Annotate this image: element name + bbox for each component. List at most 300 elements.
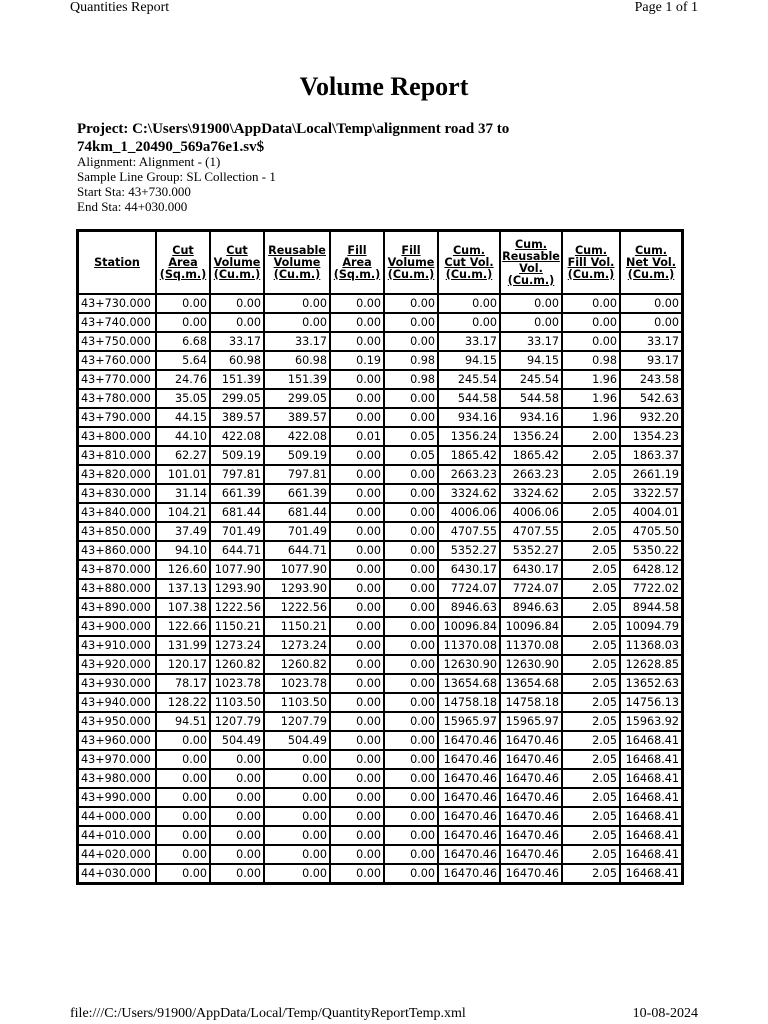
column-header-line: (Sq.m.): [333, 267, 381, 281]
page-number: Page 1 of 1: [634, 0, 698, 15]
value-cell: 0.00: [384, 712, 438, 731]
value-cell: 0.00: [562, 313, 620, 332]
value-cell: 2.05: [562, 598, 620, 617]
station-cell: 43+880.000: [78, 579, 156, 598]
value-cell: 37.49: [156, 522, 210, 541]
value-cell: 389.57: [264, 408, 330, 427]
value-cell: 0.00: [330, 807, 384, 826]
column-header-line: Cum.: [452, 243, 486, 257]
value-cell: 0.00: [330, 522, 384, 541]
value-cell: 0.00: [562, 332, 620, 351]
table-row: [78, 370, 682, 389]
value-cell: 16470.46: [500, 826, 562, 845]
column-header: [78, 231, 156, 294]
table-row: [78, 484, 682, 503]
value-cell: 661.39: [264, 484, 330, 503]
value-cell: 2.05: [562, 674, 620, 693]
table-row: [78, 655, 682, 674]
value-cell: 0.00: [330, 636, 384, 655]
value-cell: 2.05: [562, 769, 620, 788]
value-cell: 701.49: [264, 522, 330, 541]
value-cell: 0.00: [330, 674, 384, 693]
table-row: [78, 636, 682, 655]
station-cell: 44+010.000: [78, 826, 156, 845]
station-cell: 43+760.000: [78, 351, 156, 370]
value-cell: 661.39: [210, 484, 264, 503]
column-header-line: Reusable: [268, 243, 326, 257]
value-cell: 0.00: [384, 807, 438, 826]
column-header-line: Fill: [401, 243, 421, 257]
value-cell: 0.00: [156, 769, 210, 788]
value-cell: 137.13: [156, 579, 210, 598]
column-header-line: (Cu.m.): [627, 267, 675, 281]
value-cell: 14756.13: [620, 693, 682, 712]
value-cell: 0.00: [384, 408, 438, 427]
value-cell: 60.98: [210, 351, 264, 370]
value-cell: 681.44: [264, 503, 330, 522]
value-cell: 10094.79: [620, 617, 682, 636]
value-cell: 16470.46: [500, 731, 562, 750]
value-cell: 0.00: [438, 313, 500, 332]
column-header: [500, 231, 562, 294]
value-cell: 8944.58: [620, 598, 682, 617]
value-cell: 2.05: [562, 693, 620, 712]
value-cell: 0.00: [156, 788, 210, 807]
value-cell: 389.57: [210, 408, 264, 427]
value-cell: 0.00: [384, 864, 438, 883]
value-cell: 0.00: [156, 826, 210, 845]
value-cell: 2.05: [562, 503, 620, 522]
value-cell: 0.00: [330, 294, 384, 313]
station-cell: 43+800.000: [78, 427, 156, 446]
value-cell: 0.00: [500, 294, 562, 313]
value-cell: 0.00: [264, 769, 330, 788]
value-cell: 14758.18: [500, 693, 562, 712]
value-cell: 2.05: [562, 864, 620, 883]
value-cell: 6.68: [156, 332, 210, 351]
value-cell: 0.00: [210, 807, 264, 826]
value-cell: 0.00: [330, 693, 384, 712]
value-cell: 16468.41: [620, 845, 682, 864]
value-cell: 1865.42: [500, 446, 562, 465]
value-cell: 0.00: [330, 864, 384, 883]
column-header-line: (Cu.m.): [273, 267, 321, 281]
column-header: [264, 231, 330, 294]
value-cell: 1207.79: [264, 712, 330, 731]
value-cell: 0.00: [330, 484, 384, 503]
value-cell: 932.20: [620, 408, 682, 427]
value-cell: 16470.46: [500, 807, 562, 826]
value-cell: 2661.19: [620, 465, 682, 484]
value-cell: 4705.50: [620, 522, 682, 541]
value-cell: 644.71: [210, 541, 264, 560]
value-cell: 1077.90: [264, 560, 330, 579]
value-cell: 1356.24: [500, 427, 562, 446]
value-cell: 2.05: [562, 541, 620, 560]
value-cell: 0.00: [330, 579, 384, 598]
value-cell: 681.44: [210, 503, 264, 522]
column-header: [562, 231, 620, 294]
value-cell: 13652.63: [620, 674, 682, 693]
value-cell: 0.00: [384, 731, 438, 750]
value-cell: 644.71: [264, 541, 330, 560]
report-title: Volume Report: [299, 72, 469, 101]
value-cell: 60.98: [264, 351, 330, 370]
value-cell: 422.08: [210, 427, 264, 446]
value-cell: 7722.02: [620, 579, 682, 598]
value-cell: 12630.90: [438, 655, 500, 674]
value-cell: 0.00: [210, 294, 264, 313]
value-cell: 1293.90: [264, 579, 330, 598]
value-cell: 4707.55: [438, 522, 500, 541]
value-cell: 0.00: [384, 693, 438, 712]
value-cell: 0.00: [156, 313, 210, 332]
value-cell: 16470.46: [438, 788, 500, 807]
station-cell: 43+860.000: [78, 541, 156, 560]
station-cell: 43+790.000: [78, 408, 156, 427]
value-cell: 0.00: [330, 712, 384, 731]
value-cell: 0.00: [330, 731, 384, 750]
value-cell: 0.00: [210, 788, 264, 807]
value-cell: 15963.92: [620, 712, 682, 731]
value-cell: 0.00: [156, 731, 210, 750]
column-header-line: (Cu.m.): [567, 267, 615, 281]
value-cell: 3324.62: [500, 484, 562, 503]
value-cell: 16470.46: [500, 769, 562, 788]
value-cell: 14758.18: [438, 693, 500, 712]
value-cell: 7724.07: [500, 579, 562, 598]
value-cell: 0.00: [330, 655, 384, 674]
value-cell: 509.19: [210, 446, 264, 465]
station-cell: 43+730.000: [78, 294, 156, 313]
value-cell: 544.58: [438, 389, 500, 408]
value-cell: 0.00: [384, 788, 438, 807]
station-cell: 43+990.000: [78, 788, 156, 807]
column-header-line: (Sq.m.): [159, 267, 207, 281]
column-header-line: (Cu.m.): [387, 267, 435, 281]
value-cell: 2.05: [562, 446, 620, 465]
value-cell: 0.00: [562, 294, 620, 313]
value-cell: 4707.55: [500, 522, 562, 541]
value-cell: 0.05: [384, 446, 438, 465]
value-cell: 0.05: [384, 427, 438, 446]
value-cell: 0.00: [384, 598, 438, 617]
value-cell: 0.98: [384, 351, 438, 370]
table-row: [78, 313, 682, 332]
value-cell: 5352.27: [500, 541, 562, 560]
value-cell: 16468.41: [620, 750, 682, 769]
value-cell: 1077.90: [210, 560, 264, 579]
value-cell: 701.49: [210, 522, 264, 541]
value-cell: 6428.12: [620, 560, 682, 579]
value-cell: 11370.08: [500, 636, 562, 655]
value-cell: 0.00: [620, 294, 682, 313]
value-cell: 0.00: [264, 313, 330, 332]
value-cell: 0.00: [330, 617, 384, 636]
page-header-title: Quantities Report: [70, 0, 170, 15]
start-station-info: Start Sta: 43+730.000: [77, 184, 191, 199]
value-cell: 16470.46: [500, 845, 562, 864]
station-cell: 43+980.000: [78, 769, 156, 788]
value-cell: 16468.41: [620, 807, 682, 826]
value-cell: 0.00: [156, 750, 210, 769]
value-cell: 2.05: [562, 845, 620, 864]
value-cell: 2.05: [562, 826, 620, 845]
value-cell: 94.15: [500, 351, 562, 370]
table-row: [78, 522, 682, 541]
table-row: [78, 503, 682, 522]
station-cell: 43+900.000: [78, 617, 156, 636]
column-header: [384, 231, 438, 294]
value-cell: 107.38: [156, 598, 210, 617]
value-cell: 1103.50: [264, 693, 330, 712]
value-cell: 0.00: [330, 313, 384, 332]
value-cell: 0.00: [384, 313, 438, 332]
value-cell: 16468.41: [620, 788, 682, 807]
value-cell: 0.00: [384, 522, 438, 541]
value-cell: 0.98: [384, 370, 438, 389]
value-cell: 2.05: [562, 655, 620, 674]
value-cell: 1150.21: [210, 617, 264, 636]
station-cell: 43+810.000: [78, 446, 156, 465]
table-row: [78, 446, 682, 465]
value-cell: 2.00: [562, 427, 620, 446]
sample-line-group-info: Sample Line Group: SL Collection - 1: [77, 169, 276, 184]
table-row: [78, 769, 682, 788]
value-cell: 5352.27: [438, 541, 500, 560]
value-cell: 0.00: [330, 446, 384, 465]
value-cell: 131.99: [156, 636, 210, 655]
value-cell: 0.00: [264, 294, 330, 313]
value-cell: 1293.90: [210, 579, 264, 598]
value-cell: 4004.01: [620, 503, 682, 522]
value-cell: 0.01: [330, 427, 384, 446]
value-cell: 0.00: [156, 807, 210, 826]
value-cell: 16470.46: [500, 864, 562, 883]
value-cell: 504.49: [264, 731, 330, 750]
value-cell: 1023.78: [264, 674, 330, 693]
value-cell: 0.00: [330, 750, 384, 769]
value-cell: 1103.50: [210, 693, 264, 712]
value-cell: 15965.97: [500, 712, 562, 731]
value-cell: 422.08: [264, 427, 330, 446]
station-cell: 43+920.000: [78, 655, 156, 674]
value-cell: 797.81: [210, 465, 264, 484]
value-cell: 0.00: [210, 845, 264, 864]
column-header-line: Cum.: [574, 243, 608, 257]
column-header-line: Volume: [387, 255, 435, 269]
value-cell: 0.00: [330, 408, 384, 427]
value-cell: 16470.46: [438, 807, 500, 826]
station-cell: 43+910.000: [78, 636, 156, 655]
value-cell: 16468.41: [620, 826, 682, 845]
project-path-line-2: 74km_1_20490_569a76e1.sv$: [77, 139, 265, 155]
value-cell: 0.19: [330, 351, 384, 370]
table-row: [78, 674, 682, 693]
value-cell: 13654.68: [500, 674, 562, 693]
value-cell: 1273.24: [210, 636, 264, 655]
project-path-line-1: Project: C:\Users\91900\AppData\Local\Temp\alignment road 37 to: [77, 121, 510, 137]
column-header-line: Net Vol.: [625, 255, 676, 269]
value-cell: 94.15: [438, 351, 500, 370]
value-cell: 3324.62: [438, 484, 500, 503]
value-cell: 94.51: [156, 712, 210, 731]
column-header: [438, 231, 500, 294]
value-cell: 1260.82: [210, 655, 264, 674]
value-cell: 0.00: [156, 864, 210, 883]
value-cell: 16470.46: [438, 845, 500, 864]
table-row: [78, 864, 682, 883]
station-cell: 44+000.000: [78, 807, 156, 826]
station-cell: 44+030.000: [78, 864, 156, 883]
value-cell: 15965.97: [438, 712, 500, 731]
value-cell: 1.96: [562, 389, 620, 408]
value-cell: 245.54: [438, 370, 500, 389]
column-header-line: Cut: [226, 243, 248, 257]
value-cell: 0.00: [264, 788, 330, 807]
value-cell: 2.05: [562, 522, 620, 541]
station-cell: 43+930.000: [78, 674, 156, 693]
value-cell: 0.00: [330, 845, 384, 864]
value-cell: 1865.42: [438, 446, 500, 465]
value-cell: 0.00: [384, 332, 438, 351]
value-cell: 6430.17: [500, 560, 562, 579]
value-cell: 2.05: [562, 560, 620, 579]
value-cell: 797.81: [264, 465, 330, 484]
value-cell: 0.00: [384, 541, 438, 560]
station-cell: 43+830.000: [78, 484, 156, 503]
column-header-line: Station: [94, 255, 140, 269]
value-cell: 2.05: [562, 731, 620, 750]
station-cell: 43+840.000: [78, 503, 156, 522]
value-cell: 0.00: [384, 617, 438, 636]
value-cell: 16468.41: [620, 769, 682, 788]
value-cell: 11368.03: [620, 636, 682, 655]
column-header-line: Cut Vol.: [444, 255, 494, 269]
value-cell: 1207.79: [210, 712, 264, 731]
station-cell: 44+020.000: [78, 845, 156, 864]
volume-table: [76, 229, 684, 885]
value-cell: 4006.06: [500, 503, 562, 522]
value-cell: 0.00: [384, 769, 438, 788]
value-cell: 299.05: [210, 389, 264, 408]
value-cell: 1222.56: [264, 598, 330, 617]
value-cell: 33.17: [620, 332, 682, 351]
value-cell: 0.00: [330, 541, 384, 560]
value-cell: 126.60: [156, 560, 210, 579]
value-cell: 2663.23: [500, 465, 562, 484]
value-cell: 1863.37: [620, 446, 682, 465]
value-cell: 2.05: [562, 617, 620, 636]
station-cell: 43+950.000: [78, 712, 156, 731]
value-cell: 0.00: [384, 294, 438, 313]
value-cell: 0.00: [384, 826, 438, 845]
value-cell: 0.00: [384, 655, 438, 674]
value-cell: 2.05: [562, 788, 620, 807]
station-cell: 43+750.000: [78, 332, 156, 351]
value-cell: 4006.06: [438, 503, 500, 522]
column-header-line: Cum.: [514, 237, 548, 251]
value-cell: 509.19: [264, 446, 330, 465]
value-cell: 101.01: [156, 465, 210, 484]
value-cell: 33.17: [438, 332, 500, 351]
value-cell: 16470.46: [438, 864, 500, 883]
station-cell: 43+850.000: [78, 522, 156, 541]
value-cell: 33.17: [500, 332, 562, 351]
table-row: [78, 579, 682, 598]
value-cell: 2.05: [562, 636, 620, 655]
value-cell: 1354.23: [620, 427, 682, 446]
value-cell: 0.00: [330, 370, 384, 389]
value-cell: 0.00: [264, 864, 330, 883]
value-cell: 2.05: [562, 465, 620, 484]
value-cell: 11370.08: [438, 636, 500, 655]
value-cell: 504.49: [210, 731, 264, 750]
value-cell: 0.00: [620, 313, 682, 332]
table-row: [78, 294, 682, 313]
value-cell: 0.00: [264, 750, 330, 769]
value-cell: 1260.82: [264, 655, 330, 674]
value-cell: 299.05: [264, 389, 330, 408]
project-path: [77, 120, 637, 156]
station-cell: 43+890.000: [78, 598, 156, 617]
table-row: [78, 389, 682, 408]
value-cell: 1023.78: [210, 674, 264, 693]
value-cell: 78.17: [156, 674, 210, 693]
value-cell: 0.00: [330, 332, 384, 351]
column-header-line: (Cu.m.): [445, 267, 493, 281]
column-header-line: Area: [168, 255, 198, 269]
station-cell: 43+770.000: [78, 370, 156, 389]
value-cell: 151.39: [264, 370, 330, 389]
file-path-footer: file:///C:/Users/91900/AppData/Local/Temp/QuantityReportTemp.xml: [70, 1006, 466, 1021]
column-header-line: Area: [342, 255, 372, 269]
value-cell: 0.00: [384, 484, 438, 503]
value-cell: 120.17: [156, 655, 210, 674]
column-header-line: (Cu.m.): [507, 273, 555, 287]
table-body: [78, 294, 682, 883]
station-cell: 43+780.000: [78, 389, 156, 408]
value-cell: 16470.46: [500, 788, 562, 807]
value-cell: 0.00: [384, 636, 438, 655]
table-row: [78, 541, 682, 560]
value-cell: 122.66: [156, 617, 210, 636]
value-cell: 2663.23: [438, 465, 500, 484]
value-cell: 0.98: [562, 351, 620, 370]
value-cell: 151.39: [210, 370, 264, 389]
table-row: [78, 598, 682, 617]
value-cell: 13654.68: [438, 674, 500, 693]
value-cell: 0.00: [264, 807, 330, 826]
value-cell: 12630.90: [500, 655, 562, 674]
table-row: [78, 332, 682, 351]
value-cell: 0.00: [330, 598, 384, 617]
table-row: [78, 427, 682, 446]
table-row: [78, 807, 682, 826]
value-cell: 0.00: [210, 826, 264, 845]
value-cell: 2.05: [562, 750, 620, 769]
report-meta: [77, 154, 276, 214]
value-cell: 1273.24: [264, 636, 330, 655]
value-cell: 1.96: [562, 370, 620, 389]
value-cell: 0.00: [156, 845, 210, 864]
value-cell: 0.00: [210, 864, 264, 883]
table-row: [78, 731, 682, 750]
value-cell: 0.00: [210, 313, 264, 332]
value-cell: 44.15: [156, 408, 210, 427]
value-cell: 16470.46: [438, 826, 500, 845]
station-cell: 43+870.000: [78, 560, 156, 579]
